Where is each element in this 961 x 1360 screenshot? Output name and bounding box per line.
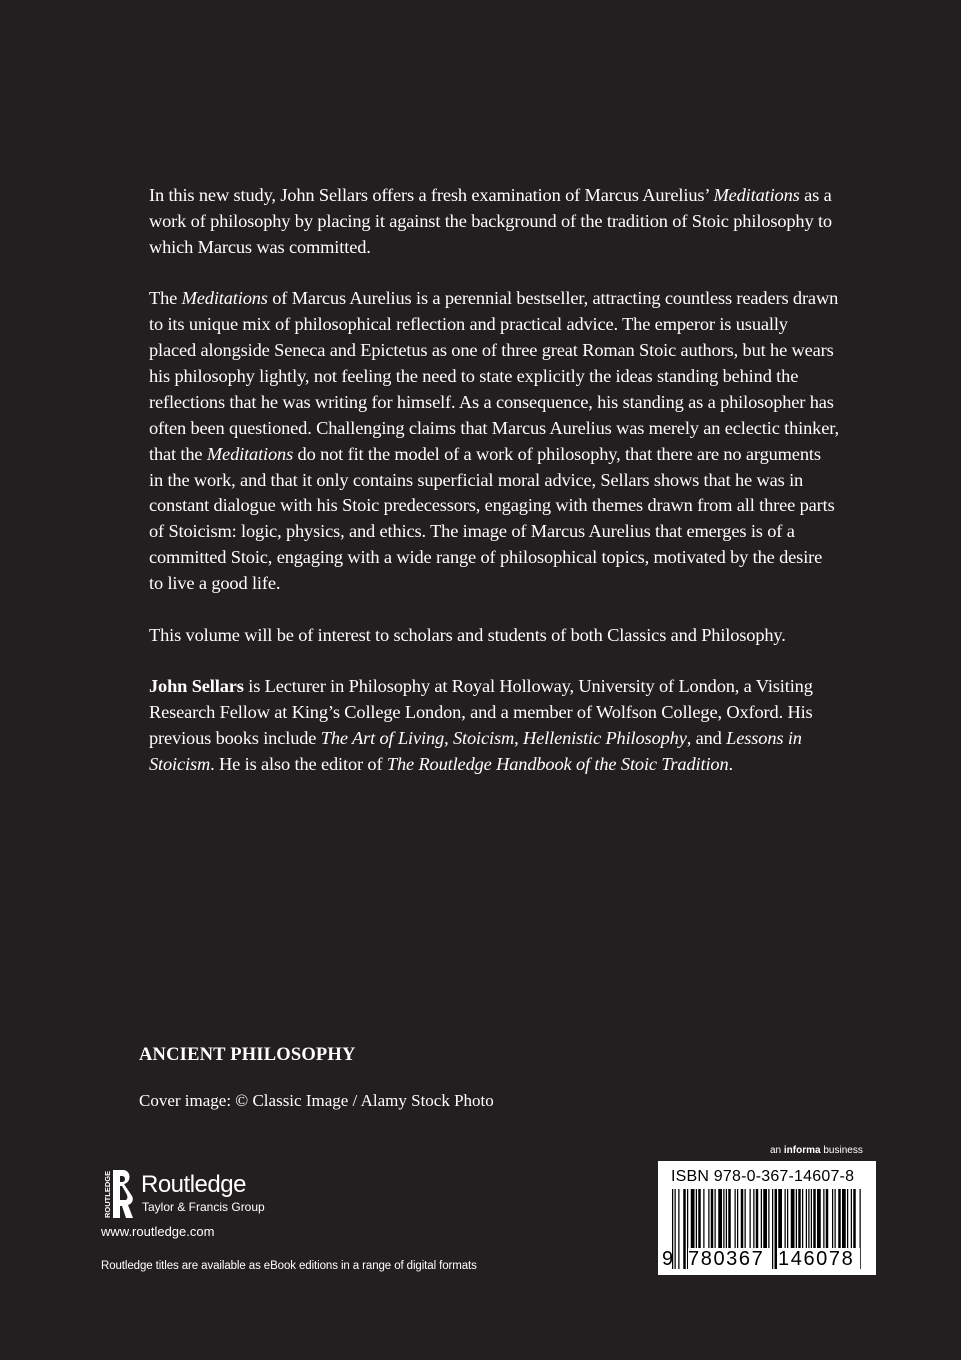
barcode-bar [775, 1189, 778, 1269]
barcode-digit-first: 9 [662, 1248, 675, 1270]
previous-book-title: Lessons in Stoicism [149, 727, 802, 774]
author-name: John Sellars [149, 676, 244, 696]
barcode-bar [772, 1189, 773, 1269]
barcode-digits-right: 146078 [778, 1248, 860, 1270]
cover-image-credit: Cover image: © Classic Image / Alamy Stock Photo [139, 1091, 494, 1110]
book-title: Meditations [181, 288, 268, 309]
previous-book-title: The Art of Living [320, 727, 445, 748]
publisher-name: Routledge [141, 1171, 246, 1198]
book-title: Meditations [206, 443, 294, 464]
barcode-bar [683, 1189, 686, 1269]
logo-vertical-text: ROUTLEDGE [103, 1170, 112, 1218]
edited-book-title: The Routledge Handbook of the Stoic Tradition [386, 753, 729, 774]
routledge-logo [101, 1168, 301, 1220]
publisher-website: www.routledge.com [101, 1224, 215, 1239]
isbn-label: ISBN 978-0-367-14607-8 [671, 1168, 855, 1185]
barcode-digits-left: 780367 [688, 1248, 770, 1270]
routledge-r-icon [101, 1168, 135, 1220]
publisher-group: Taylor & Francis Group [142, 1200, 265, 1214]
isbn-barcode [658, 1161, 876, 1275]
blurb-paragraph-2: The Meditations of Marcus Aurelius is a perennial bestseller, attracting countless readers drawn to its unique mix of philosophical reflection and practical advice. The emperor is usually placed alongside Seneca and Epictetus as one of three great Roman Stoic authors, but he wears his philosophy lightly, not feeling the need to state explicitly the ideas standing behind the reflections that he was writing for himself. As a consequence, his standing as a philosopher has often been questioned. Challenging claims that Marcus Aurelius was merely an eclectic thinker, that the Meditations do not fit the model of a work of philosophy, that there are no arguments in the work, and that it only contains superficial moral advice, Sellars shows that he was in constant dialogue with his Stoic predecessors, engaging with themes drawn from all three parts of Stoicism: logic, physics, and ethics. The image of Marcus Aurelius that emerges is of a committed Stoic, engaging with a wide range of philosophical topics, motivated by the desire to live a good life. [149, 288, 839, 594]
ebook-note: Routledge titles are available as eBook editions in a range of digital formats [101, 1260, 477, 1272]
author-bio: John Sellars is Lecturer in Philosophy at Royal Holloway, University of London, a Visiting Research Fellow at King’s College London, and a member of Wolfson College, Oxford. His previous books include The Art of Living, Stoicism, Hellenistic Philosophy, and Lessons in Stoicism. He is also the editor of The Routledge Handbook of the Stoic Tradition. [149, 676, 813, 774]
previous-book-title: Hellenistic Philosophy [523, 727, 687, 748]
informa-business-tag: an informa business [770, 1145, 863, 1156]
barcode-bar [678, 1189, 679, 1269]
blurb-paragraph-1: In this new study, John Sellars offers a fresh examination of Marcus Aurelius’ Meditations as a work of philosophy by placing it against the background of the tradition of Stoic philosophy to which Marcus was committed. [149, 185, 832, 257]
blurb-paragraph-3: This volume will be of interest to scholars and students of both Classics and Philosophy. [149, 624, 786, 645]
book-title: Meditations [713, 185, 800, 205]
series-name: ANCIENT PHILOSOPHY [139, 1045, 356, 1065]
back-cover-blurb [149, 183, 839, 803]
previous-book-title: Stoicism [452, 727, 515, 748]
